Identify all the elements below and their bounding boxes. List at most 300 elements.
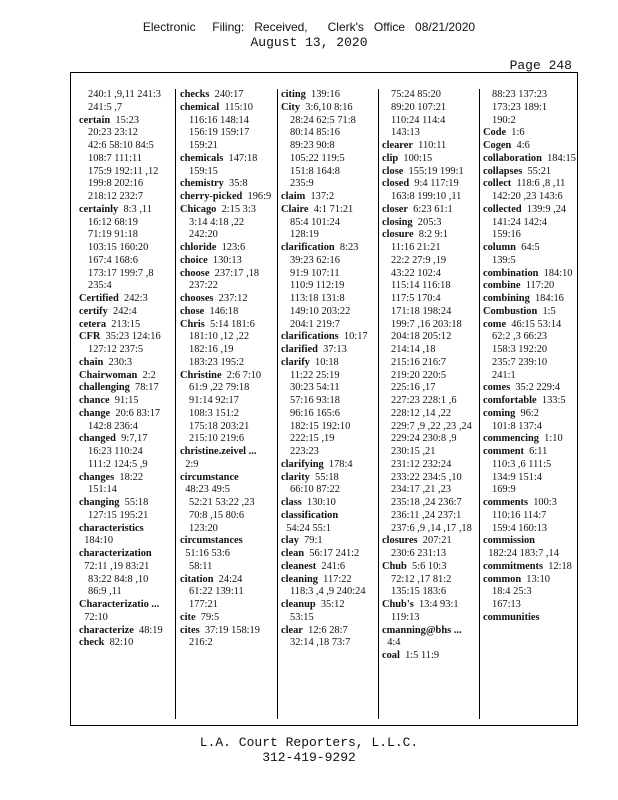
index-refs: 159:4 160:13 <box>492 522 548 534</box>
index-refs: 242:20 <box>189 229 218 241</box>
index-column-2 <box>180 89 272 721</box>
index-refs: 116:16 148:14 <box>189 114 249 126</box>
index-refs: 173:17 199:7 ,8 <box>88 267 154 279</box>
index-refs: 2:6 7:10 <box>221 369 262 381</box>
index-term: citing <box>281 89 306 100</box>
index-entry <box>79 395 171 408</box>
index-entry <box>79 306 171 319</box>
index-entry <box>483 140 577 153</box>
index-term: cites <box>180 624 200 636</box>
index-refs: 118:3 ,4 ,9 240:24 <box>290 586 366 598</box>
index-refs: 213:15 <box>106 318 141 330</box>
index-refs: 15:23 <box>110 114 140 126</box>
index-entry <box>483 382 577 395</box>
index-refs: 184:10 <box>79 535 114 547</box>
index-entry <box>79 89 171 115</box>
index-term: claim <box>281 191 306 202</box>
index-refs: 8:2 9:1 <box>413 229 448 241</box>
index-refs: 184:16 <box>529 293 564 304</box>
index-entry <box>281 510 375 536</box>
index-term: changes <box>79 471 115 483</box>
index-refs: 215:16 216:7 <box>391 356 447 368</box>
index-refs: 110:9 112:19 <box>290 280 345 292</box>
index-term: combine <box>483 280 521 292</box>
index-term: Certified <box>79 293 119 304</box>
index-refs: 71:19 91:18 <box>88 229 138 241</box>
index-refs: 127:12 237:5 <box>88 344 144 355</box>
index-refs: 204:18 205:12 <box>391 331 452 343</box>
index-refs: 61:9 ,22 79:18 <box>189 382 250 394</box>
index-entry <box>483 280 577 293</box>
index-entry <box>483 319 577 383</box>
index-refs: 46:15 53:14 <box>506 318 562 330</box>
index-term: Christine <box>180 369 222 381</box>
index-term: City <box>281 101 301 113</box>
index-entry <box>180 472 272 536</box>
index-refs: 13:10 <box>521 573 550 585</box>
index-entry <box>79 204 171 293</box>
index-refs: 127:15 195:21 <box>88 509 149 521</box>
index-term: Cogen <box>483 140 512 151</box>
index-refs: 199:7 ,16 203:18 <box>391 318 462 330</box>
index-refs: 171:18 198:24 <box>391 305 452 317</box>
index-entry <box>180 191 272 204</box>
index-entry <box>382 153 478 166</box>
index-entry <box>281 191 375 204</box>
index-term: chemical <box>180 101 220 113</box>
index-refs: 103:15 160:20 <box>88 242 149 253</box>
index-refs: 57:16 93:18 <box>290 395 340 406</box>
index-refs: 66:10 87:22 <box>290 484 340 496</box>
index-entry <box>483 395 577 408</box>
index-refs: 72:11 ,19 83:21 <box>79 560 150 572</box>
index-entry <box>483 535 577 561</box>
index-entry <box>79 115 171 204</box>
index-refs: 119:13 <box>391 611 420 623</box>
index-entry <box>483 446 577 497</box>
index-term: chose <box>180 305 205 317</box>
index-refs: 58:11 <box>189 560 213 572</box>
index-entry <box>79 433 171 471</box>
filing-header <box>0 20 618 50</box>
index-term: circumstances <box>180 535 243 547</box>
index-refs: 37:19 158:19 <box>199 624 260 636</box>
index-term: coal <box>382 650 400 661</box>
index-refs: 83:22 84:8 ,10 <box>88 573 149 585</box>
index-refs: 105:22 119:5 <box>290 152 345 164</box>
index-term: coming <box>483 407 516 419</box>
index-refs: 110:24 114:4 <box>391 114 446 126</box>
index-term: clarified <box>281 344 318 355</box>
index-entry <box>483 408 577 434</box>
index-term: closed <box>382 178 410 190</box>
index-entry <box>281 574 375 600</box>
index-refs: 167:13 <box>492 599 521 610</box>
index-refs: 51:16 53:6 <box>180 548 230 559</box>
index-refs: 12:6 28:7 <box>302 624 348 636</box>
index-refs: 35:23 124:16 <box>100 331 161 343</box>
index-refs: 11:16 21:21 <box>391 242 441 253</box>
index-entry <box>382 625 478 651</box>
index-entry <box>180 319 272 370</box>
index-entry <box>281 242 375 331</box>
index-entry <box>382 217 478 230</box>
index-refs: 11:22 25:19 <box>290 369 340 381</box>
index-refs: 182:16 ,19 <box>189 344 234 355</box>
column-divider <box>479 89 480 719</box>
index-term: changed <box>79 433 116 445</box>
index-entry <box>180 102 272 153</box>
index-entry <box>483 166 577 179</box>
index-entry <box>281 535 375 548</box>
index-entry <box>180 446 272 472</box>
index-refs: 35:12 <box>315 599 345 610</box>
index-refs: 72:10 <box>79 611 108 623</box>
index-refs: 79:1 <box>298 535 323 547</box>
index-term: clip <box>382 152 399 164</box>
index-entry <box>281 357 375 459</box>
index-entry <box>483 153 577 166</box>
index-column-5 <box>483 89 577 721</box>
index-refs: 178:4 <box>323 458 353 470</box>
index-entry <box>281 89 375 102</box>
index-term: checks <box>180 89 210 100</box>
index-refs: 204:1 219:7 <box>290 318 340 330</box>
index-entry <box>483 561 577 574</box>
index-entry <box>281 204 375 242</box>
index-term: certify <box>79 305 108 317</box>
index-term: cleanup <box>281 599 316 610</box>
index-refs: 32:14 ,18 73:7 <box>290 637 351 649</box>
page-number: Page 248 <box>509 58 572 73</box>
index-term: certain <box>79 114 111 126</box>
index-refs: 225:16 ,17 <box>391 382 436 394</box>
index-entry <box>483 204 577 242</box>
index-refs: 13:4 93:1 <box>413 599 459 610</box>
index-refs: 237:12 <box>213 293 248 304</box>
index-term: Claire <box>281 203 309 215</box>
index-entry <box>483 127 577 140</box>
index-refs: 72:12 ,17 81:2 <box>391 573 452 585</box>
index-refs: 237:6 ,9 ,14 ,17 ,18 <box>391 522 472 534</box>
index-term: common <box>483 573 522 585</box>
index-refs: 237:22 <box>189 280 218 292</box>
reporter-phone: 312-419-9292 <box>262 750 356 765</box>
index-entry <box>382 89 478 140</box>
index-term: cmanning@bhs ... <box>382 624 462 636</box>
index-refs: 96:2 <box>515 407 539 419</box>
index-box <box>70 72 578 726</box>
index-entry <box>382 535 478 561</box>
index-entry <box>483 612 577 625</box>
index-refs: 91:14 92:17 <box>189 395 239 406</box>
index-entry <box>281 548 375 561</box>
index-entry <box>281 102 375 191</box>
index-term: closer <box>382 203 408 215</box>
index-refs: 1:10 <box>538 433 563 445</box>
index-refs: 82:10 <box>104 637 134 649</box>
index-refs: 91:9 107:11 <box>290 267 340 279</box>
index-entry <box>79 357 171 370</box>
index-refs: 139:5 <box>492 254 516 266</box>
index-refs: 18:4 25:3 <box>492 586 532 598</box>
index-refs: 133:5 <box>536 395 566 406</box>
index-entry <box>79 625 171 638</box>
index-term: commencing <box>483 433 539 445</box>
index-term: collaboration <box>483 152 542 164</box>
index-refs: 55:18 <box>119 497 149 508</box>
index-entry <box>281 331 375 344</box>
index-refs: 207:21 <box>417 535 452 547</box>
index-refs: 123:20 <box>189 522 218 534</box>
index-entry <box>281 625 375 651</box>
index-entry <box>382 599 478 625</box>
index-refs: 177:21 <box>189 599 218 610</box>
index-refs: 4:4 <box>382 637 401 649</box>
index-entry <box>382 166 478 179</box>
index-refs: 39:23 62:16 <box>290 254 340 266</box>
index-refs: 117:20 <box>520 280 555 292</box>
index-refs: 53:15 <box>290 611 314 623</box>
index-refs: 229:7 ,9 ,22 ,23 ,24 <box>391 420 472 432</box>
index-refs: 6:11 <box>523 446 548 457</box>
index-term: Chub <box>382 560 407 572</box>
index-refs: 113:18 131:8 <box>290 293 345 304</box>
index-refs: 231:12 232:24 <box>391 458 452 470</box>
index-term: characterization <box>79 548 152 559</box>
index-refs: 216:2 <box>189 637 213 649</box>
index-refs: 137:2 <box>305 191 335 202</box>
index-refs: 141:24 142:4 <box>492 216 548 228</box>
index-refs: 184:15 <box>541 152 576 164</box>
index-refs: 241:6 <box>316 560 346 572</box>
index-term: cleaning <box>281 573 318 585</box>
index-refs: 182:24 183:7 ,14 <box>483 548 559 559</box>
index-refs: 135:15 183:6 <box>391 586 447 598</box>
index-refs: 20:6 83:17 <box>110 407 161 419</box>
index-refs: 143:13 <box>391 127 420 139</box>
index-refs: 62:2 ,3 66:23 <box>492 331 548 343</box>
index-entry <box>180 625 272 651</box>
index-refs: 6:23 61:1 <box>407 203 453 215</box>
index-entry <box>79 497 171 523</box>
index-entry <box>79 293 171 306</box>
index-entry <box>483 574 577 612</box>
index-term: cite <box>180 611 196 623</box>
index-entry <box>180 204 272 242</box>
index-refs: 78:17 <box>129 382 159 394</box>
index-refs: 96:16 165:6 <box>290 407 340 419</box>
index-term: column <box>483 242 516 253</box>
index-refs: 10:17 <box>338 331 368 343</box>
index-refs: 230:3 <box>103 356 133 368</box>
index-refs: 2:9 <box>180 458 199 470</box>
index-refs: 117:22 <box>317 573 352 585</box>
index-refs: 56:17 241:2 <box>304 548 360 559</box>
index-refs: 86:9 ,11 <box>88 586 122 598</box>
index-entry <box>483 293 577 306</box>
index-refs: 175:9 192:11 ,12 <box>88 165 159 177</box>
index-refs: 3:6,10 8:16 <box>300 101 353 113</box>
index-refs: 128:19 <box>290 229 319 241</box>
index-entry <box>281 459 375 472</box>
index-term: Code <box>483 127 507 139</box>
index-term: Chub's <box>382 599 414 610</box>
index-refs: 35:2 229:4 <box>510 382 561 394</box>
index-refs: 88:23 137:23 <box>492 89 548 100</box>
index-refs: 8:23 <box>334 242 359 253</box>
index-refs: 2:2 <box>137 369 156 381</box>
index-refs: 9:4 117:19 <box>409 178 459 190</box>
index-entry <box>382 650 478 663</box>
index-entry <box>180 612 272 625</box>
index-entry <box>180 89 272 102</box>
index-refs: 4:1 71:21 <box>308 203 354 215</box>
index-entry <box>180 255 272 268</box>
index-refs: 70:8 ,15 80:6 <box>189 509 245 521</box>
index-refs: 156:19 159:17 <box>189 127 250 139</box>
index-refs: 75:24 85:20 <box>391 89 441 100</box>
index-column-4 <box>382 89 478 721</box>
index-refs: 235:18 ,24 236:7 <box>391 497 462 508</box>
index-column-3 <box>281 89 375 721</box>
index-term: characterize <box>79 624 134 636</box>
index-term: CFR <box>79 331 101 343</box>
index-term: certainly <box>79 203 119 215</box>
index-term: commission <box>483 535 535 547</box>
index-entry <box>79 599 171 625</box>
index-term: clarifications <box>281 331 339 343</box>
index-refs: 130:13 <box>207 254 242 266</box>
index-refs: 110:3 ,6 111:5 <box>492 458 552 470</box>
index-term: clarity <box>281 471 310 483</box>
index-term: closure <box>382 229 414 241</box>
index-term: characteristics <box>79 522 144 534</box>
index-term: Chicago <box>180 203 217 215</box>
index-term: comfortable <box>483 395 537 406</box>
index-refs: 142:8 236:4 <box>88 420 138 432</box>
index-entry <box>382 561 478 599</box>
index-refs: 183:23 195:2 <box>189 356 245 368</box>
index-refs: 242:3 <box>118 293 148 304</box>
index-refs: 223:23 <box>290 446 319 457</box>
index-entry <box>79 370 171 383</box>
index-refs: 48:19 <box>133 624 163 636</box>
index-entry <box>180 153 272 179</box>
index-refs: 228:12 ,14 ,22 <box>391 407 452 419</box>
index-entry <box>281 599 375 625</box>
index-refs: 173:23 189:1 <box>492 101 548 113</box>
index-entry <box>180 242 272 255</box>
index-refs: 235:7 239:10 <box>492 356 548 368</box>
index-refs: 159:15 <box>189 165 218 177</box>
index-term: challenging <box>79 382 130 394</box>
index-entry <box>79 637 171 650</box>
index-entry <box>281 497 375 510</box>
index-term: cherry-picked <box>180 191 243 202</box>
index-term: Chris <box>180 318 205 330</box>
index-refs: 111:2 124:5 ,9 <box>88 458 148 470</box>
index-refs: 80:14 85:16 <box>290 127 340 139</box>
index-refs: 130:10 <box>301 497 336 508</box>
index-refs: 12:18 <box>543 560 572 572</box>
index-term: chance <box>79 395 110 406</box>
index-refs: 115:10 <box>219 101 253 113</box>
index-refs: 230:15 ,21 <box>391 446 436 457</box>
index-term: clay <box>281 535 299 547</box>
index-refs: 234:17 ,21 ,23 <box>391 484 452 496</box>
index-refs: 222:15 ,19 <box>290 433 335 445</box>
index-term: choose <box>180 267 210 279</box>
index-entry <box>483 497 577 535</box>
index-entry <box>483 433 577 446</box>
index-refs: 235:9 <box>290 178 314 190</box>
index-refs: 89:23 90:8 <box>290 140 335 151</box>
index-entry <box>180 306 272 319</box>
index-refs: 159:21 <box>189 140 218 151</box>
index-entry <box>483 242 577 268</box>
index-term: chain <box>79 356 104 368</box>
index-term: collect <box>483 178 512 190</box>
index-term: christine.zeivel ... <box>180 446 257 457</box>
index-term: comment <box>483 446 524 457</box>
index-refs: 91:15 <box>109 395 139 406</box>
index-entry <box>483 89 577 127</box>
index-refs: 147:18 <box>223 152 258 164</box>
index-refs: 117:5 170:4 <box>391 293 441 304</box>
index-refs: 110:16 114:7 <box>492 509 547 521</box>
index-term: combining <box>483 293 530 304</box>
index-term: check <box>79 637 105 649</box>
index-entry <box>79 382 171 395</box>
index-term: citation <box>180 573 214 585</box>
index-entry <box>180 178 272 191</box>
index-refs: 1:6 <box>506 127 525 139</box>
index-refs: 241:5 ,7 <box>88 101 123 113</box>
index-entry <box>180 370 272 447</box>
reporter-company: L.A. Court Reporters, L.L.C. <box>199 735 419 750</box>
index-refs: 79:5 <box>195 611 220 623</box>
index-term: come <box>483 318 507 330</box>
index-refs: 123:6 <box>216 242 246 253</box>
column-divider <box>277 89 278 719</box>
index-entry <box>79 331 171 357</box>
index-refs: 16:12 68:19 <box>88 216 138 228</box>
index-term: cleanest <box>281 560 317 572</box>
index-column-1 <box>79 89 171 721</box>
index-refs: 169:9 <box>492 484 516 496</box>
index-refs: 9:7,17 <box>115 433 148 445</box>
index-refs: 24:24 <box>213 573 243 585</box>
index-refs: 240:17 <box>209 89 244 100</box>
index-term: closing <box>382 216 413 228</box>
index-refs: 30:23 54:11 <box>290 382 340 394</box>
index-refs: 175:18 203:21 <box>189 420 250 432</box>
index-refs: 214:14 ,18 <box>391 344 436 355</box>
filing-stamp: Electronic Filing: Received, Clerk's Office 08/21/2020 <box>142 20 476 34</box>
index-term: collected <box>483 203 522 215</box>
index-refs: 181:10 ,12 ,22 <box>189 331 250 343</box>
index-refs: 134:9 151:4 <box>492 471 542 483</box>
index-refs: 4:6 <box>511 140 530 151</box>
index-refs: 118:6 ,8 ,11 <box>511 178 566 190</box>
index-term: cetera <box>79 318 107 330</box>
index-refs: 163:8 199:10 ,11 <box>391 191 462 202</box>
index-refs: 139:16 <box>305 89 340 100</box>
index-entry <box>382 178 478 204</box>
index-refs: 190:2 <box>492 114 516 126</box>
index-refs: 237:17 ,18 <box>209 267 260 279</box>
